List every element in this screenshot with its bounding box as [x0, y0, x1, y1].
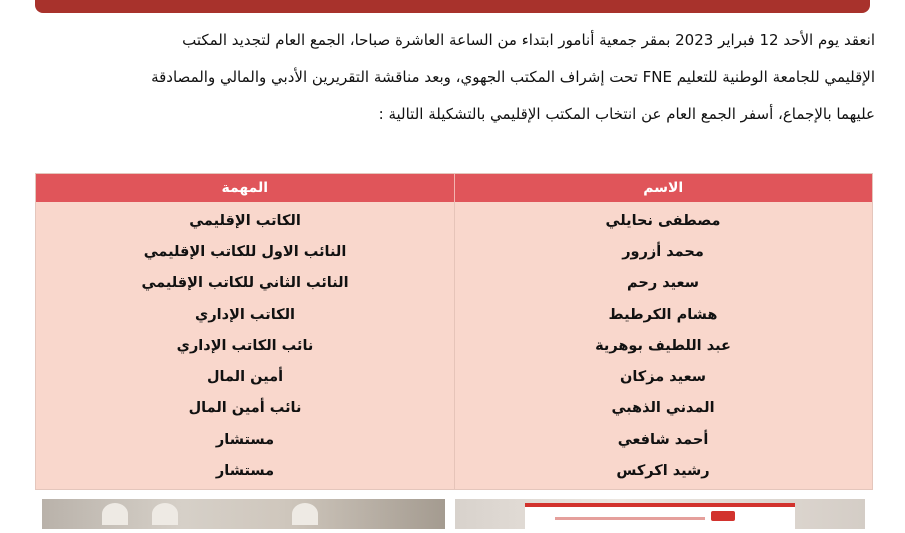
- bureau-table: [35, 173, 873, 490]
- table-body: [36, 205, 872, 487]
- member-role: مستشار: [215, 463, 275, 480]
- table-row: [36, 455, 872, 486]
- banner-stripe: [555, 517, 705, 520]
- member-role: الكاتب الإداري: [195, 306, 295, 323]
- photo-figure: [292, 503, 318, 525]
- member-name: محمد أزرور: [622, 243, 704, 260]
- table-row: [36, 236, 872, 267]
- table-header: [36, 174, 872, 202]
- member-name: سعيد مزكان: [619, 369, 707, 386]
- member-name: المدني الذهبي: [611, 400, 715, 417]
- table-row: [36, 393, 872, 424]
- table-row: [36, 424, 872, 455]
- member-role: مستشار: [215, 431, 275, 448]
- member-role: النائب الاول للكاتب الإقليمي: [143, 243, 347, 260]
- fne-banner-image: [525, 503, 795, 533]
- photo-figure: [102, 503, 128, 525]
- member-role: الكاتب الإقليمي: [189, 212, 301, 229]
- table-row: [36, 205, 872, 236]
- photo-figure: [152, 503, 178, 525]
- header-name: الاسم: [643, 180, 684, 196]
- member-name: هشام الكرطيط: [608, 306, 718, 323]
- table-row: [36, 361, 872, 392]
- intro-line-2: الإقليمي للجامعة الوطنية للتعليم FNE تحت إشراف المكتب الجهوي، وبعد مناقشة التقريرين الأدبي والمالي والمصادقة: [151, 68, 875, 86]
- member-name: رشيد اكركس: [616, 463, 710, 480]
- member-name: مصطفى نحايلي: [605, 212, 721, 229]
- table-row: [36, 268, 872, 299]
- member-name: سعيد رحم: [627, 275, 699, 292]
- member-name: عبد اللطيف بوهرية: [595, 337, 731, 354]
- fne-logo-mark: [711, 511, 735, 521]
- table-row: [36, 330, 872, 361]
- top-banner: [35, 0, 870, 13]
- intro-line-1: انعقد يوم الأحد 12 فبراير 2023 بمقر جمعية أنامور ابتداء من الساعة العاشرة صباحا، الجمع العام لتجديد المكتب: [182, 31, 875, 49]
- table-row: [36, 299, 872, 330]
- member-role: نائب الكاتب الإداري: [176, 337, 314, 354]
- member-name: أحمد شافعي: [617, 431, 709, 448]
- intro-paragraph: [30, 22, 875, 133]
- member-role: النائب الثاني للكاتب الإقليمي: [141, 275, 349, 292]
- member-role: أمين المال: [206, 369, 284, 386]
- header-role: المهمة: [36, 174, 455, 202]
- member-role: نائب أمين المال: [188, 400, 302, 417]
- intro-line-3: عليهما بالإجماع، أسفر الجمع العام عن انتخاب المكتب الإقليمي بالتشكيلة التالية :: [378, 105, 875, 123]
